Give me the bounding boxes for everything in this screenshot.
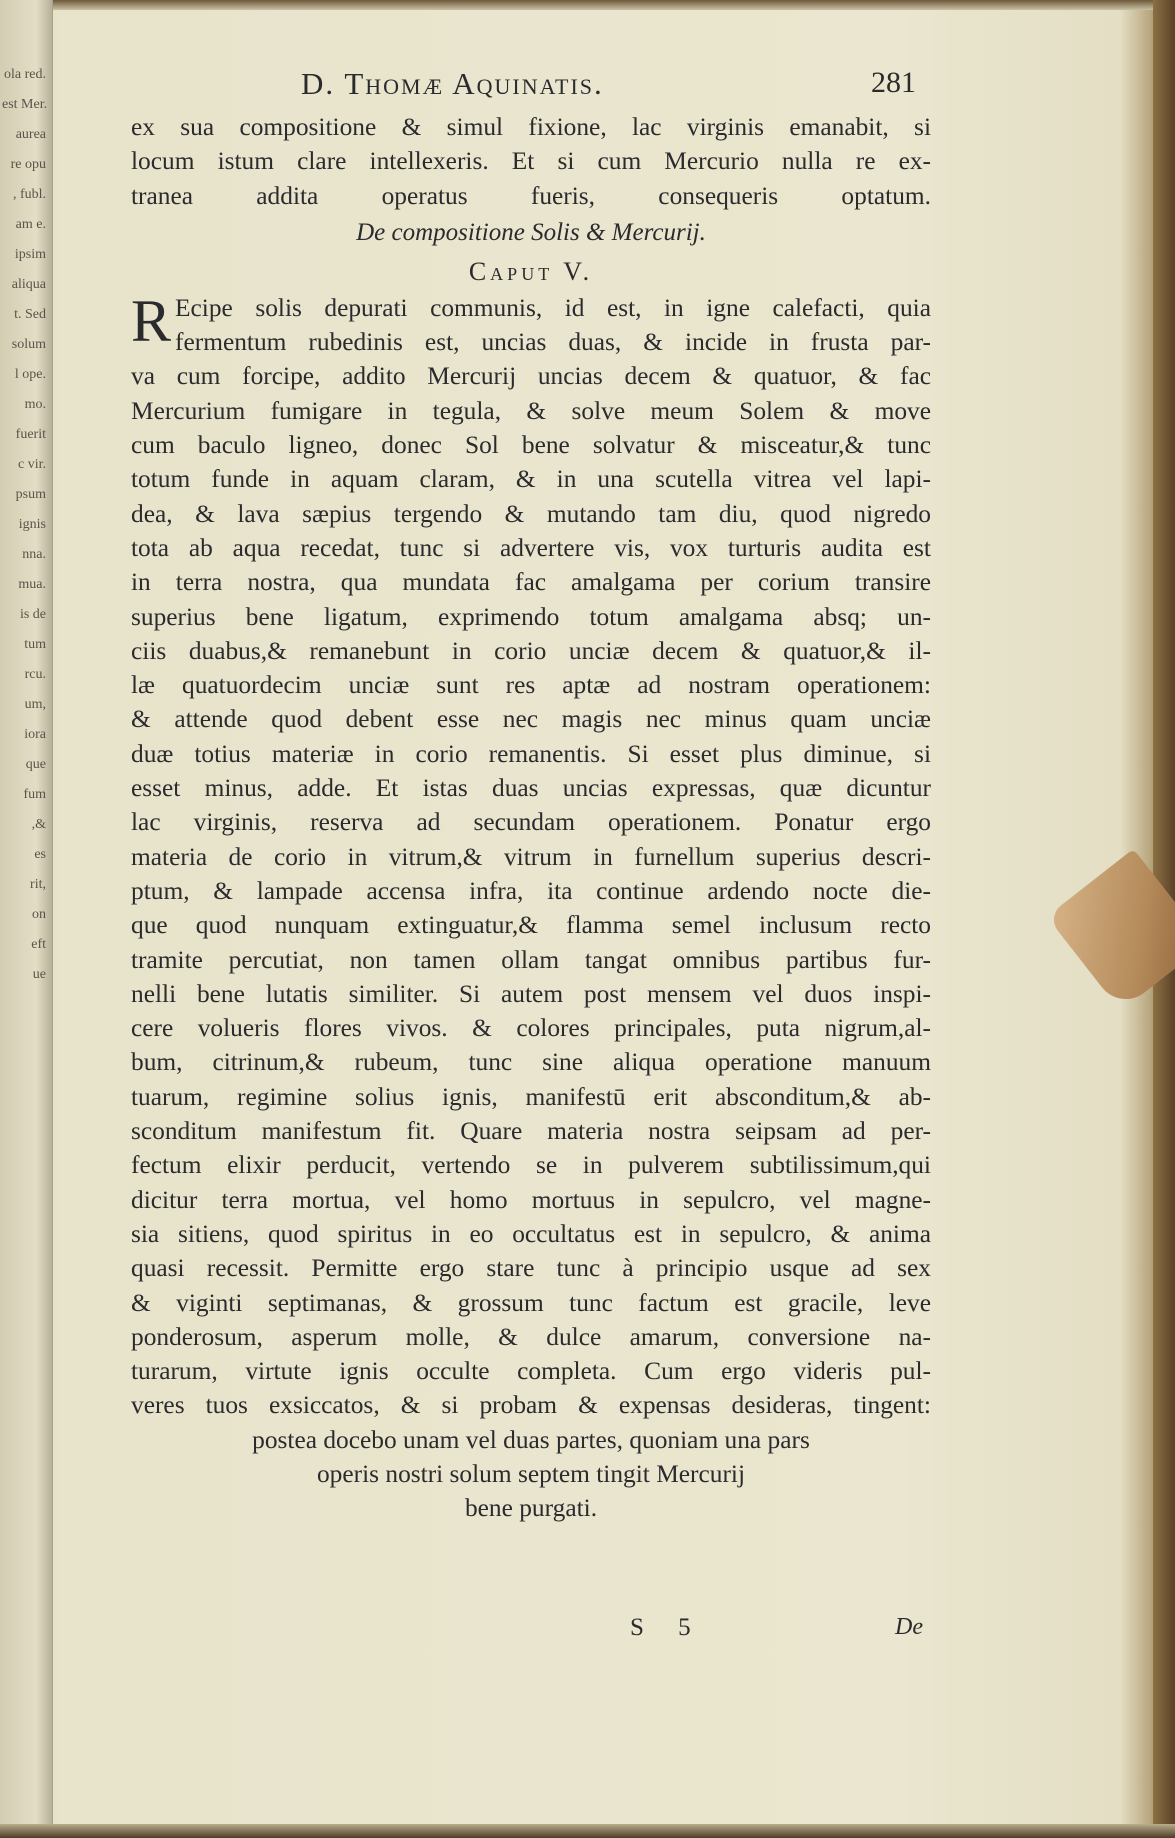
text-line: esset minus, adde. Et istas duas uncias expressas, quæ dicuntur [131,774,931,803]
closing-line: bene purgati. [464,1494,598,1523]
text-line: ptum, & lampade accensa infra, ita continue ardendo nocte die- [131,876,931,905]
bleed-fragment: fum [23,787,46,802]
text-line: ciis duabus,& remanebunt in corio unciæ decem & quatuor,& il- [131,636,931,665]
bleed-fragment: on [32,907,46,922]
text-line: lac virginis, reserva ad secundam operationem. Ponatur ergo [131,808,931,837]
closing-line: postea docebo unam vel duas partes, quoniam una pars [252,1425,810,1454]
bleed-fragment: c vir. [18,457,46,472]
signature-mark: S 5 [630,1614,705,1641]
text-line: nelli bene lutatis similiter. Si autem post mensem vel duos inspi- [131,979,931,1008]
page-top-edge [52,0,1175,10]
page-bottom-edge [0,1824,1175,1838]
text-line: Ecipe solis depurati communis, id est, in igne calefacti, quia [175,293,931,322]
drop-cap: R [131,287,172,354]
text-line: que quod nunquam extinguatur,& flamma semel inclusum recto [131,911,931,940]
catchword: De [895,1614,923,1640]
closing-line: operis nostri solum septem tingit Mercurij [316,1459,746,1488]
bleed-fragment: nna. [22,547,46,562]
text-line: Mercurium fumigare in tegula, & solve meum Solem & move [131,396,931,425]
text-line: fectum elixir perducit, vertendo se in pulverem subtilissimum,qui [131,1151,931,1180]
intro-paragraph [131,110,931,213]
bleed-fragment: mo. [24,397,46,412]
text-line: cere volueris flores vivos. & colores principales, puta nigrum,al- [131,1014,931,1043]
bleed-fragment: re opu [10,157,46,172]
bleed-fragment: psum [15,487,46,502]
section-title: De compositione Solis & Mercurij. [356,218,706,246]
closing-lines [131,1423,931,1526]
text-line: bum, citrinum,& rubeum, tunc sine aliqua operatione manuum [131,1048,931,1077]
bleed-fragment: solum [11,337,46,352]
text-line: tuarum, regimine solius ignis, manifestū erit absconditum,& ab- [131,1082,931,1111]
text-line: totum funde in aquam claram, & in una scutella vitrea vel lapi- [131,465,931,494]
bleed-fragment: fuerit [15,427,46,442]
text-line: turarum, virtute ignis occulte completa. Cum ergo videris pul- [131,1357,931,1386]
bleed-fragment: t. Sed [14,307,46,322]
text-line: veres tuos exsiccatos, & si probam & expensas desideras, tingent: [131,1391,931,1420]
text-line: cum baculo ligneo, donec Sol bene solvatur & misceatur,& tunc [131,431,931,460]
text-line: dea, & lava sæpius tergendo & mutando tam diu, quod nigredo [131,499,931,528]
text-line: superius bene ligatum, exprimendo totum amalgama absq; un- [131,602,931,631]
text-line: tranea addita operatus fueris, consequeris optatum. [131,181,931,210]
bleed-fragment: aurea [15,127,46,142]
bleed-fragment: aliqua [11,277,46,292]
text-line: duæ totius materiæ in corio remanentis. Si esset plus diminue, si [131,739,931,768]
bleed-fragment: ola red. [4,67,46,82]
text-line: dicitur terra mortua, vel homo mortuus in sepulcro, vel magne- [131,1185,931,1214]
text-line: materia de corio in vitrum,& vitrum in furnellum superius descri- [131,842,931,871]
page-number: 281 [871,66,916,99]
bleed-fragment: tum [24,637,46,652]
bleed-fragment: ipsim [14,247,46,262]
facing-page-text-fragments [2,60,50,1360]
text-line: tota ab aqua recedat, tunc si advertere vis, vox turturis audita est [131,533,931,562]
bleed-fragment: um, [24,697,46,712]
body-paragraph [131,287,931,1423]
text-line: locum istum clare intellexeris. Et si cum Mercurio nulla re ex- [131,147,931,176]
running-header [131,66,931,110]
text-line: va cum forcipe, addito Mercurij uncias decem & quatuor, & fac [131,362,931,391]
text-line: tramite percutiat, non tamen ollam tangat omnibus partibus fur- [131,945,931,974]
bleed-fragment: que [25,757,46,772]
bleed-fragment: ignis [18,517,46,532]
text-line: fermentum rubedinis est, uncias duas, & incide in frusta par- [175,328,931,357]
bleed-fragment: ,& [31,817,46,832]
facing-page-edge [0,0,53,1838]
bleed-fragment: is de [19,607,46,622]
text-line: in terra nostra, qua mundata fac amalgama per corium transire [131,568,931,597]
bleed-fragment: , fubl. [12,187,46,202]
text-line: ponderosum, asperum molle, & dulce amarum, conversione na- [131,1322,931,1351]
bleed-fragment: eft [31,937,46,952]
bleed-fragment: rcu. [24,667,46,682]
chapter-heading: Caput V. [468,256,594,286]
bleed-fragment: ue [32,967,46,982]
text-block [131,66,931,1526]
bleed-fragment: est Mer. [2,97,48,112]
bleed-fragment: es [34,847,46,862]
bleed-fragment: am e. [15,217,46,232]
text-line: & attende quod debent esse nec magis nec minus quam unciæ [131,705,931,734]
text-line: quasi recessit. Permitte ergo stare tunc à principio usque ad sex [131,1254,931,1283]
text-line: & viginti septimanas, & grossum tunc factum est gracile, leve [131,1288,931,1317]
text-line: sia sitiens, quod spiritus in eo occultatus est in sepulcro, & anima [131,1219,931,1248]
text-line: læ quatuordecim unciæ sunt res aptæ ad nostram operationem: [131,671,931,700]
text-line: ex sua compositione & simul fixione, lac virginis emanabit, si [131,113,931,141]
bleed-fragment: l ope. [14,367,46,382]
text-line: sconditum manifestum fit. Quare materia nostra seipsam ad per- [131,1117,931,1146]
running-title: D. Thomæ Aquinatis. [301,66,604,101]
bleed-fragment: iora [24,727,46,742]
bleed-fragment: mua. [18,577,46,592]
bleed-fragment: rit, [30,877,46,892]
